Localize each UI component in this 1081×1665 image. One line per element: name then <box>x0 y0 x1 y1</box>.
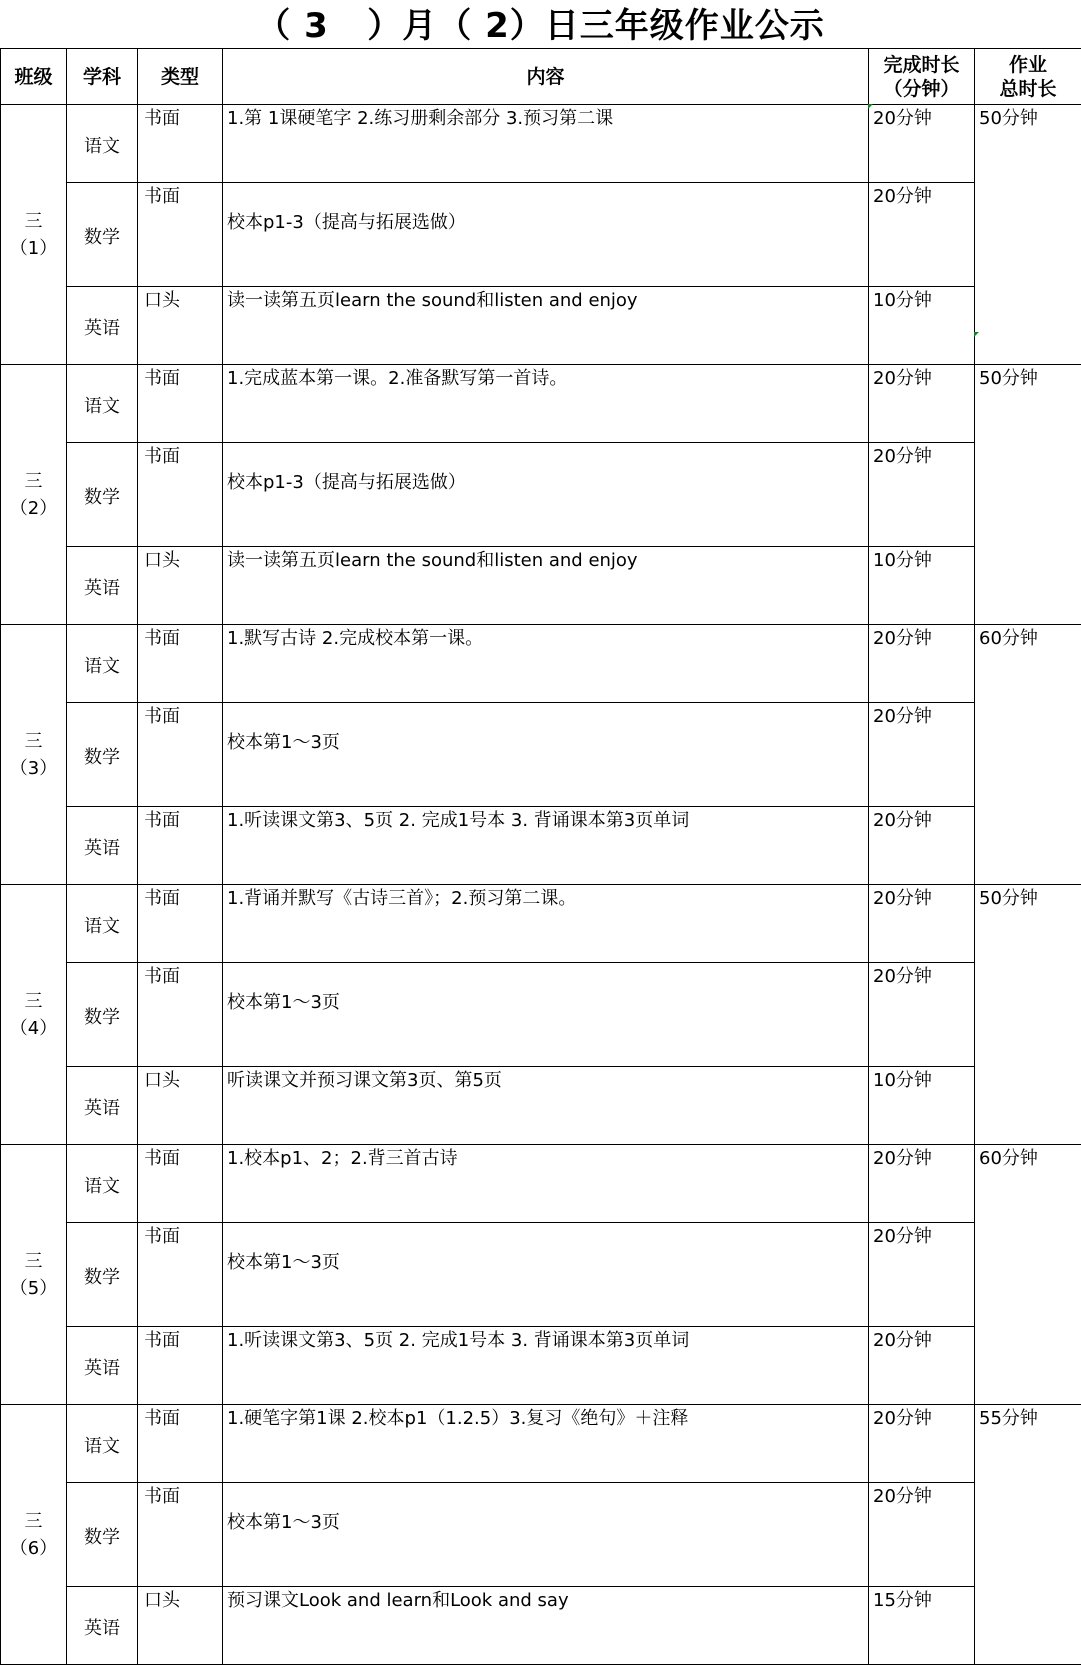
table-row <box>1 1145 1081 1223</box>
class-grade: 三 <box>25 1511 43 1532</box>
type-cell: 书面 <box>138 625 223 703</box>
content-cell: 校本第1～3页 <box>223 963 869 1067</box>
content-cell: 1.听读课文第3、5页 2. 完成1号本 3. 背诵课本第3页单词 <box>223 1327 869 1405</box>
content-cell: 校本第1～3页 <box>223 703 869 807</box>
duration-cell: 20分钟 <box>869 963 975 1067</box>
subject-cell: 数学 <box>67 443 138 547</box>
header-total-line2: 总时长 <box>999 78 1056 100</box>
subject-cell: 数学 <box>67 1223 138 1327</box>
content-cell: 1.第 1课硬笔字 2.练习册剩余部分 3.预习第二课 <box>223 105 869 183</box>
content-cell: 1.硬笔字第1课 2.校本p1（1.2.5）3.复习《绝句》＋注释 <box>223 1405 869 1483</box>
duration-cell: 20分钟 <box>869 1223 975 1327</box>
content-cell: 校本第1～3页 <box>223 1223 869 1327</box>
table-row <box>1 807 1081 885</box>
class-number: （2） <box>10 498 57 519</box>
homework-table <box>0 48 1081 1665</box>
total-duration-cell: 50分钟 <box>975 885 1081 1145</box>
header-type: 类型 <box>138 49 223 105</box>
class-grade: 三 <box>25 1251 43 1272</box>
total-duration-cell: 50分钟 <box>975 365 1081 625</box>
class-number: （1） <box>10 238 57 259</box>
class-grade: 三 <box>25 731 43 752</box>
duration-cell: 10分钟 <box>869 1067 975 1145</box>
table-row <box>1 1223 1081 1327</box>
table-row <box>1 1587 1081 1665</box>
subject-cell: 语文 <box>67 365 138 443</box>
subject-cell: 语文 <box>67 885 138 963</box>
type-cell: 书面 <box>138 183 223 287</box>
class-number: （4） <box>10 1018 57 1039</box>
total-duration-cell: 55分钟 <box>975 1405 1081 1665</box>
class-cell <box>1 885 67 1145</box>
subject-cell: 英语 <box>67 1327 138 1405</box>
subject-cell: 英语 <box>67 1067 138 1145</box>
content-cell: 校本p1-3（提高与拓展选做） <box>223 443 869 547</box>
type-cell: 书面 <box>138 807 223 885</box>
subject-cell: 语文 <box>67 1405 138 1483</box>
duration-cell: 20分钟 <box>869 807 975 885</box>
type-cell: 书面 <box>138 105 223 183</box>
class-cell <box>1 625 67 885</box>
table-row <box>1 287 1081 365</box>
header-duration <box>869 49 975 105</box>
duration-cell: 20分钟 <box>869 183 975 287</box>
type-cell: 书面 <box>138 1483 223 1587</box>
header-duration-line2: （分钟） <box>883 78 959 100</box>
table-row <box>1 1483 1081 1587</box>
subject-cell: 数学 <box>67 703 138 807</box>
header-class: 班级 <box>1 49 67 105</box>
duration-cell: 20分钟 <box>869 443 975 547</box>
content-cell: 1.背诵并默写《古诗三首》；2.预习第二课。 <box>223 885 869 963</box>
table-row <box>1 105 1081 183</box>
subject-cell: 语文 <box>67 105 138 183</box>
subject-cell: 数学 <box>67 963 138 1067</box>
duration-cell: 20分钟 <box>869 625 975 703</box>
table-row <box>1 1327 1081 1405</box>
type-cell: 书面 <box>138 1145 223 1223</box>
duration-cell: 10分钟 <box>869 287 975 365</box>
duration-cell: 15分钟 <box>869 1587 975 1665</box>
class-cell <box>1 1145 67 1405</box>
class-cell <box>1 1405 67 1665</box>
table-row <box>1 547 1081 625</box>
table-row <box>1 703 1081 807</box>
class-number: （5） <box>10 1278 57 1299</box>
total-duration-cell: 60分钟 <box>975 1145 1081 1405</box>
content-cell: 校本第1～3页 <box>223 1483 869 1587</box>
content-cell: 1.校本p1、2；2.背三首古诗 <box>223 1145 869 1223</box>
content-cell: 1.完成蓝本第一课。2.准备默写第一首诗。 <box>223 365 869 443</box>
type-cell: 书面 <box>138 1327 223 1405</box>
subject-cell: 英语 <box>67 287 138 365</box>
class-cell <box>1 105 67 365</box>
table-row <box>1 1067 1081 1145</box>
header-row <box>1 49 1081 105</box>
table-row <box>1 625 1081 703</box>
type-cell: 书面 <box>138 443 223 547</box>
duration-cell: 20分钟 <box>869 1405 975 1483</box>
type-cell: 书面 <box>138 885 223 963</box>
class-grade: 三 <box>25 471 43 492</box>
subject-cell: 语文 <box>67 625 138 703</box>
duration-cell: 20分钟 <box>869 105 975 183</box>
class-number: （6） <box>10 1538 57 1559</box>
duration-cell: 20分钟 <box>869 1327 975 1405</box>
table-row <box>1 885 1081 963</box>
content-cell: 听读课文并预习课文第3页、第5页 <box>223 1067 869 1145</box>
table-row <box>1 443 1081 547</box>
header-total <box>975 49 1081 105</box>
type-cell: 书面 <box>138 963 223 1067</box>
content-cell: 预习课文Look and learn和Look and say <box>223 1587 869 1665</box>
subject-cell: 英语 <box>67 807 138 885</box>
content-cell: 1.听读课文第3、5页 2. 完成1号本 3. 背诵课本第3页单词 <box>223 807 869 885</box>
type-cell: 书面 <box>138 703 223 807</box>
table-row <box>1 365 1081 443</box>
content-cell: 读一读第五页learn the sound和listen and enjoy <box>223 547 869 625</box>
class-grade: 三 <box>25 991 43 1012</box>
type-cell: 口头 <box>138 1067 223 1145</box>
subject-cell: 英语 <box>67 1587 138 1665</box>
class-number: （3） <box>10 758 57 779</box>
subject-cell: 语文 <box>67 1145 138 1223</box>
total-duration-cell: 60分钟 <box>975 625 1081 885</box>
cell-comment-marker <box>974 332 979 337</box>
header-subject: 学科 <box>67 49 138 105</box>
content-cell: 校本p1-3（提高与拓展选做） <box>223 183 869 287</box>
duration-cell: 20分钟 <box>869 365 975 443</box>
header-duration-line1: 完成时长 <box>883 54 959 76</box>
duration-cell: 20分钟 <box>869 885 975 963</box>
type-cell: 口头 <box>138 1587 223 1665</box>
table-row <box>1 963 1081 1067</box>
type-cell: 口头 <box>138 547 223 625</box>
subject-cell: 数学 <box>67 1483 138 1587</box>
header-content: 内容 <box>223 49 869 105</box>
header-total-line1: 作业 <box>1009 54 1047 76</box>
content-cell: 读一读第五页learn the sound和listen and enjoy <box>223 287 869 365</box>
class-grade: 三 <box>25 211 43 232</box>
type-cell: 书面 <box>138 365 223 443</box>
cell-comment-marker <box>868 104 873 109</box>
duration-cell: 10分钟 <box>869 547 975 625</box>
page-title: （ 3 ）月（ 2）日三年级作业公示 <box>0 0 1081 48</box>
type-cell: 口头 <box>138 287 223 365</box>
duration-cell: 20分钟 <box>869 703 975 807</box>
duration-cell: 20分钟 <box>869 1483 975 1587</box>
table-row <box>1 183 1081 287</box>
duration-cell: 20分钟 <box>869 1145 975 1223</box>
content-cell: 1.默写古诗 2.完成校本第一课。 <box>223 625 869 703</box>
type-cell: 书面 <box>138 1405 223 1483</box>
subject-cell: 英语 <box>67 547 138 625</box>
type-cell: 书面 <box>138 1223 223 1327</box>
total-duration-cell: 50分钟 <box>975 105 1081 365</box>
subject-cell: 数学 <box>67 183 138 287</box>
table-row <box>1 1405 1081 1483</box>
class-cell <box>1 365 67 625</box>
